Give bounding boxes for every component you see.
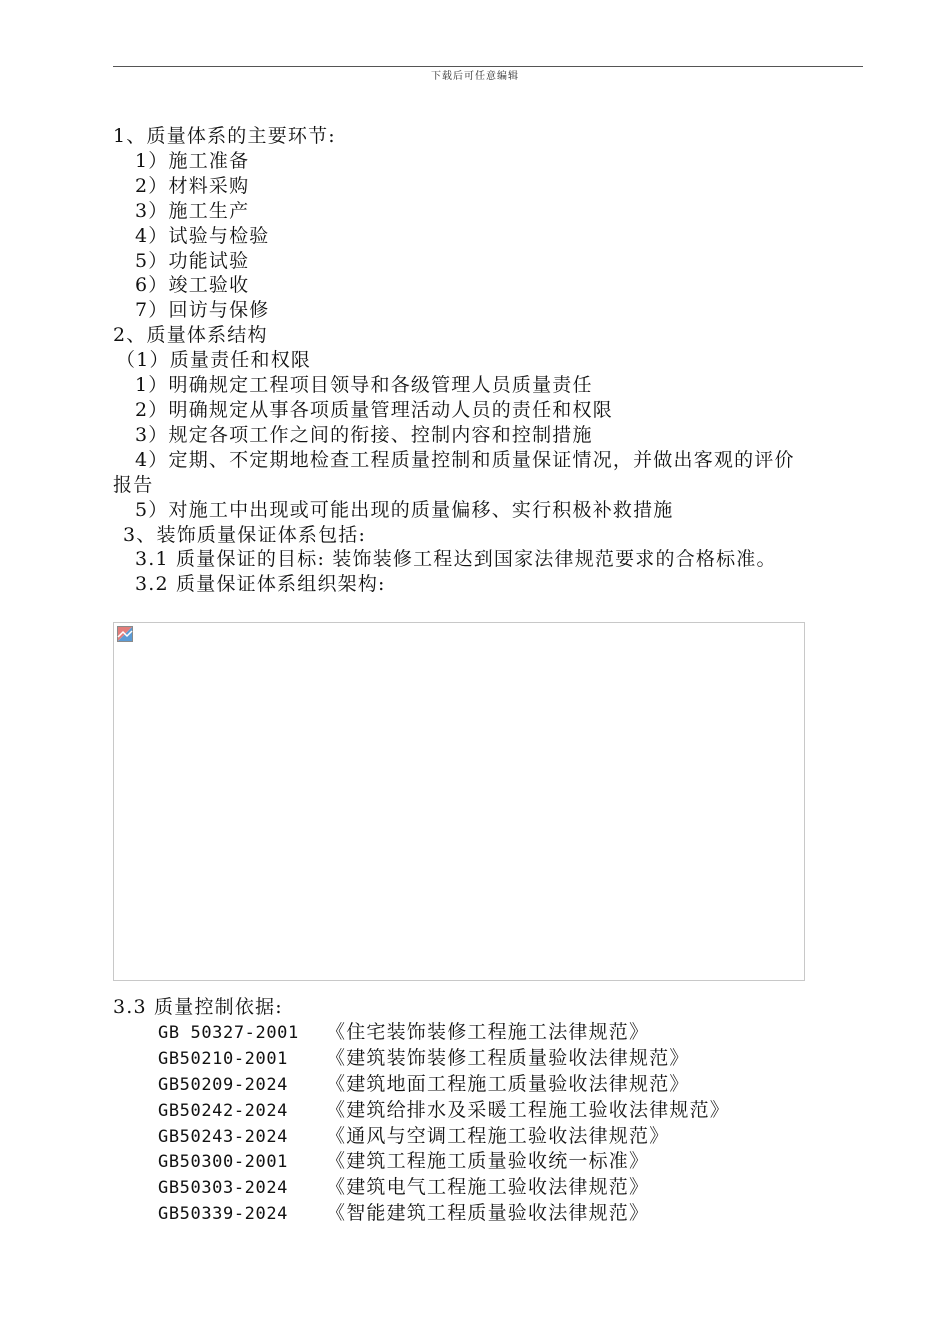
standard-row (113, 1149, 873, 1175)
section2-heading: 2、质量体系结构 (113, 324, 268, 347)
list-item: 1）施工准备 (135, 149, 250, 172)
standard-row (113, 1175, 873, 1201)
list-item: 3）施工生产 (135, 199, 250, 222)
list-item: 4）定期、不定期地检查工程质量控制和质量保证情况，并做出客观的评价 (135, 448, 795, 471)
standard-code: GB50339-2024 (158, 1204, 289, 1225)
list-item: 7）回访与保修 (135, 299, 270, 322)
standard-row (113, 1124, 873, 1150)
quality-basis-heading: 3.3 质量控制依据: (113, 996, 283, 1018)
quality-goal: 3.1 质量保证的目标: 装饰装修工程达到国家法律规范要求的合格标准。 (135, 548, 777, 571)
standard-code: GB50303-2024 (158, 1178, 289, 1199)
standard-code: GB50300-2001 (158, 1152, 289, 1173)
quality-basis-section (113, 995, 873, 1227)
list-item: 1）明确规定工程项目领导和各级管理人员质量责任 (135, 374, 593, 397)
org-chart-image-placeholder (113, 622, 805, 981)
standard-name: 《建筑装饰装修工程质量验收法律规范》 (326, 1046, 690, 1069)
section3-heading: 3、装饰质量保证体系包括: (123, 523, 367, 546)
list-item: 5）功能试验 (135, 249, 250, 272)
section1-heading: 1、质量体系的主要环节: (113, 125, 336, 147)
list-item: 5）对施工中出现或可能出现的质量偏移、实行积极补救措施 (135, 498, 674, 521)
section2-subheading: （1）质量责任和权限 (116, 349, 312, 372)
standard-name: 《住宅装饰装修工程施工法律规范》 (326, 1020, 650, 1043)
standard-row (113, 1072, 873, 1098)
standard-code: GB50210-2001 (158, 1048, 289, 1069)
standard-code: GB50242-2024 (158, 1100, 289, 1121)
standard-row (113, 1201, 873, 1227)
page-header-text: 下载后可任意编辑 (431, 71, 519, 82)
list-item: 3）规定各项工作之间的衔接、控制内容和控制措施 (135, 423, 593, 446)
standard-code: GB50243-2024 (158, 1126, 289, 1147)
document-body (113, 124, 873, 597)
org-structure-heading: 3.2 质量保证体系组织架构: (135, 573, 386, 596)
standard-row (113, 1020, 873, 1046)
standard-code: GB 50327-2001 (158, 1022, 299, 1043)
standard-code: GB50209-2024 (158, 1074, 289, 1095)
list-item: 2）材料采购 (135, 174, 250, 197)
standard-name: 《建筑地面工程施工质量验收法律规范》 (326, 1072, 690, 1095)
broken-image-icon (117, 626, 133, 642)
standard-name: 《智能建筑工程质量验收法律规范》 (326, 1202, 650, 1225)
list-item-continuation: 报告 (113, 473, 154, 496)
standard-name: 《建筑电气工程施工验收法律规范》 (326, 1176, 650, 1199)
list-item: 6）竣工验收 (135, 274, 250, 297)
list-item: 2）明确规定从事各项质量管理活动人员的责任和权限 (135, 398, 613, 421)
standard-name: 《建筑给排水及采暖工程施工验收法律规范》 (326, 1098, 731, 1121)
standard-name: 《建筑工程施工质量验收统一标准》 (326, 1150, 650, 1173)
page-header-rule (113, 54, 863, 67)
standard-row (113, 1098, 873, 1124)
standard-row (113, 1046, 873, 1072)
standard-name: 《通风与空调工程施工验收法律规范》 (326, 1124, 670, 1147)
list-item: 4）试验与检验 (135, 224, 270, 247)
